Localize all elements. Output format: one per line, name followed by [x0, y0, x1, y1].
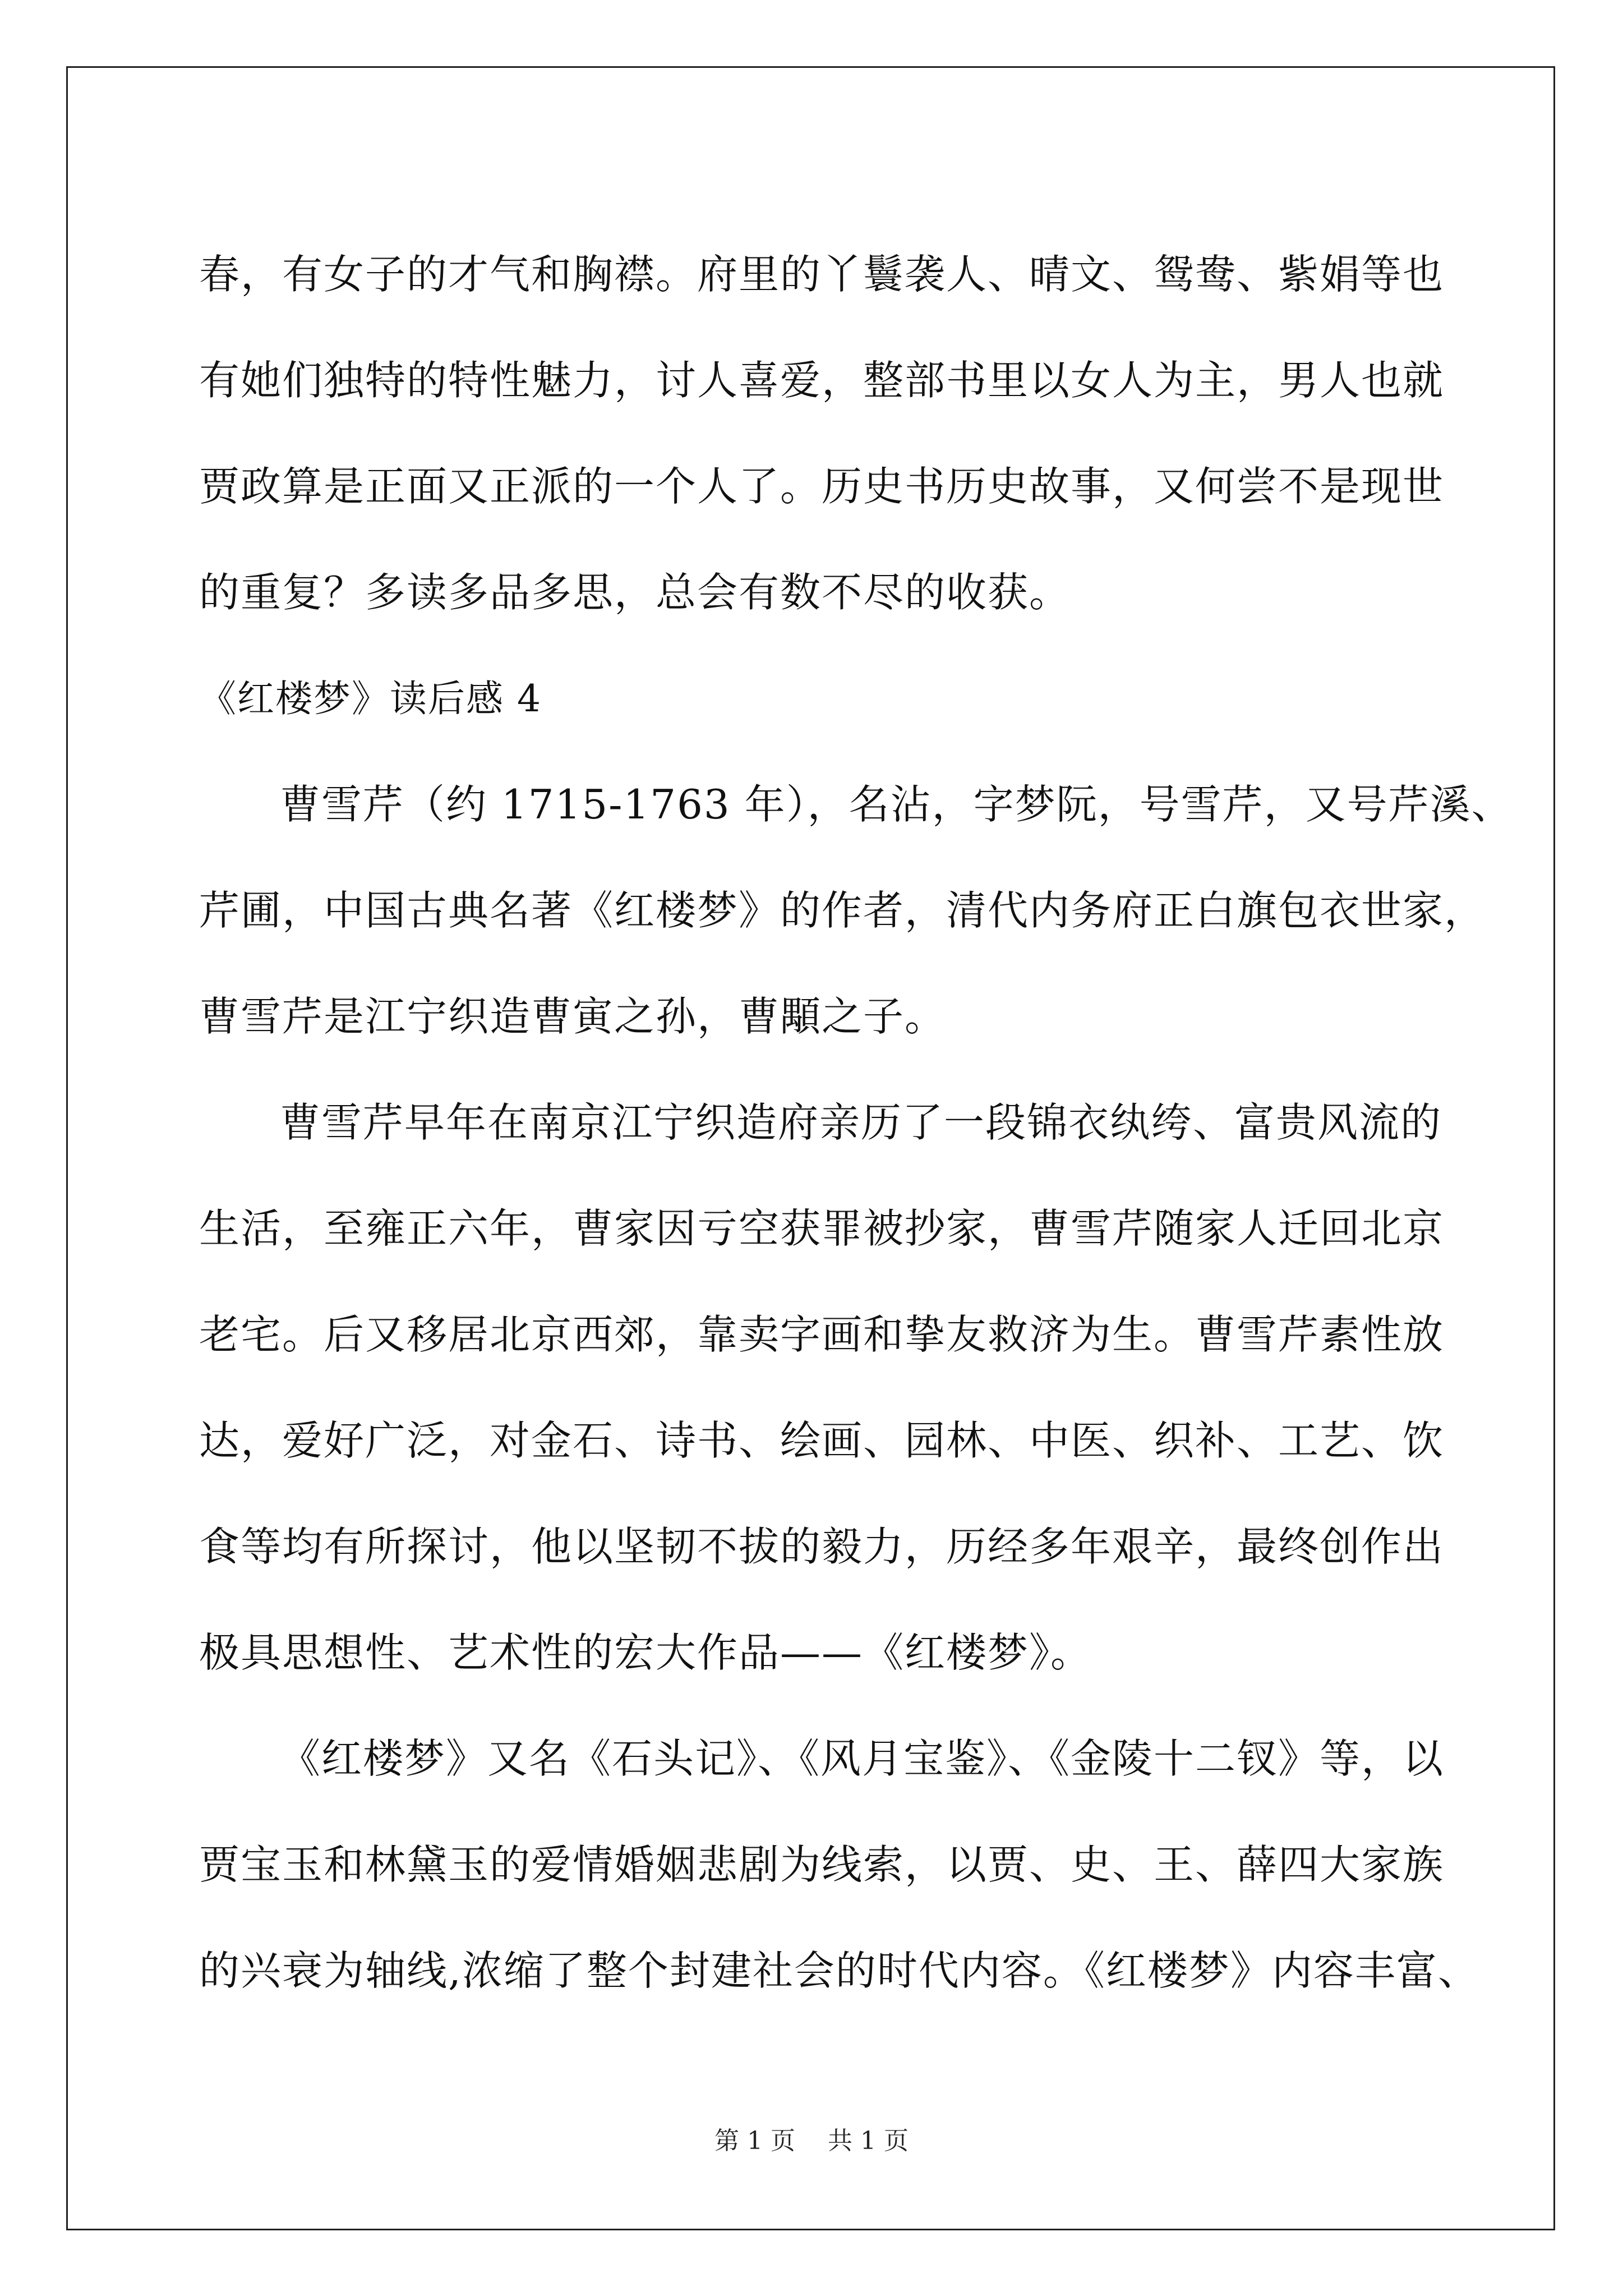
- text-line: 贾宝玉和林黛玉的爱情婚姻悲剧为线索，以贾、史、王、薛四大家族: [199, 1841, 1445, 1888]
- text-line: 曹雪芹早年在南京江宁织造府亲历了一段锦衣纨绔、富贵风流的: [280, 1099, 1442, 1146]
- text-line: 达，爱好广泛，对金石、诗书、绘画、园林、中医、织补、工艺、饮: [199, 1417, 1445, 1464]
- text-line: 生活，至雍正六年，曹家因亏空获罪被抄家，曹雪芹随家人迁回北京: [199, 1205, 1445, 1252]
- paragraph-continuation: [199, 222, 1445, 646]
- text-line: 的兴衰为轴线,浓缩了整个封建社会的时代内容。《红楼梦》内容丰富、: [199, 1947, 1479, 1994]
- paragraph-author-intro: [199, 752, 1513, 1070]
- text-line: 贾政算是正面又正派的一个人了。历史书历史故事，又何尝不是现世: [199, 463, 1445, 510]
- page-footer: [0, 2120, 1623, 2156]
- section-heading: 《红楼梦》读后感 4: [199, 677, 542, 720]
- text-line: 《红楼梦》又名《石头记》、《风月宝鉴》、《金陵十二钗》等，以: [280, 1735, 1445, 1782]
- text-line: 的重复？多读多品多思，总会有数不尽的收获。: [199, 569, 1071, 616]
- text-line: 食等均有所探讨，他以坚韧不拔的毅力，历经多年艰辛，最终创作出: [199, 1523, 1445, 1570]
- text-line: 曹雪芹是江宁织造曹寅之孙，曹顒之子。: [199, 993, 947, 1040]
- text-line: 老宅。后又移居北京西郊，靠卖字画和挚友救济为生。曹雪芹素性放: [199, 1311, 1445, 1358]
- text-line: 有她们独特的特性魅力，讨人喜爱，整部书里以女人为主，男人也就: [199, 357, 1445, 404]
- page-number: 第 1 页: [714, 2127, 795, 2155]
- paragraph-author-life: [199, 1070, 1445, 1706]
- text-line: 曹雪芹（约 1715-1763 年），名沾，字梦阮，号雪芹，又号芹溪、: [280, 781, 1513, 828]
- text-line: 极具思想性、艺术性的宏大作品——《红楼梦》。: [199, 1629, 1092, 1676]
- text-line: 芹圃，中国古典名著《红楼梦》的作者，清代内务府正白旗包衣世家，: [199, 887, 1486, 934]
- paragraph-book-summary: [199, 1706, 1479, 2024]
- page-total: 共 1 页: [828, 2127, 909, 2155]
- document-body: [199, 222, 1513, 2024]
- text-line: 春，有女子的才气和胸襟。府里的丫鬟袭人、晴文、鸳鸯、紫娟等也: [199, 251, 1445, 298]
